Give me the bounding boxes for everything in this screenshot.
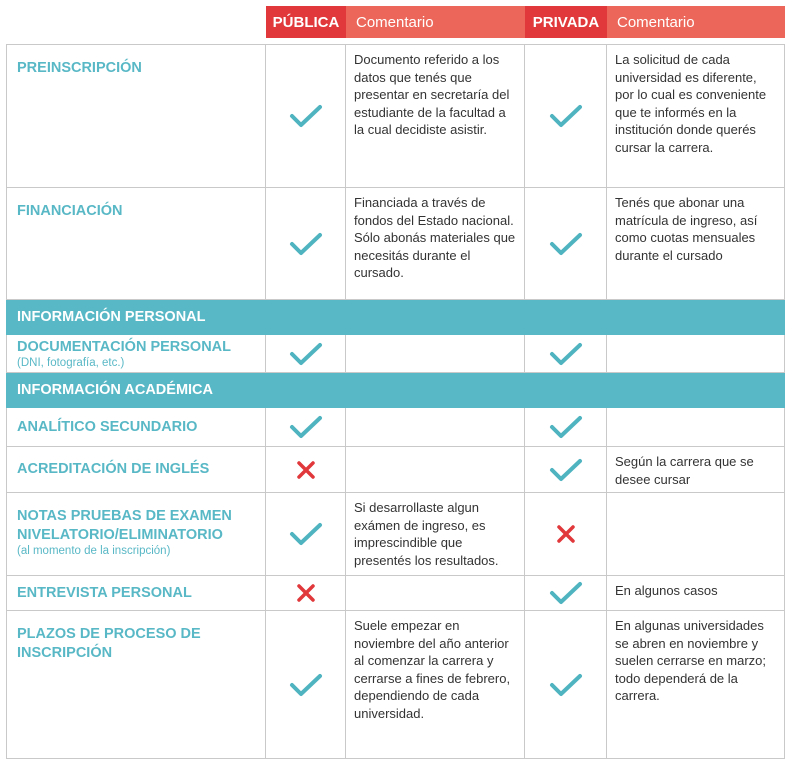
comentario-publica-cell <box>346 576 525 611</box>
row-label-notas-pruebas-de-examen-nivelatorio-elim <box>7 493 266 576</box>
publica-check-cell <box>266 611 346 759</box>
publica-check-cell <box>266 188 346 300</box>
check-icon <box>525 672 606 698</box>
table-row <box>7 188 785 300</box>
publica-check-cell <box>266 335 346 373</box>
comentario-privada-cell: En algunos casos <box>607 576 785 611</box>
row-label-preinscripcion <box>7 45 266 188</box>
cross-icon <box>266 583 345 603</box>
row-label-text: FINANCIACIÓN <box>17 203 123 219</box>
row-label-entrevista-personal <box>7 576 266 611</box>
check-icon <box>266 672 345 698</box>
privada-check-cell <box>525 576 607 611</box>
header-comentario-publica: Comentario <box>346 6 525 38</box>
comentario-privada-cell: Según la carrera que se desee cursar <box>607 447 785 493</box>
comentario-privada-cell <box>607 408 785 447</box>
comentario-publica-cell <box>346 447 525 493</box>
row-label-text: NOTAS PRUEBAS DE EXAMEN NIVELATORIO/ELIMINATORIO <box>17 508 232 543</box>
publica-check-cell <box>266 408 346 447</box>
publica-check-cell <box>266 493 346 576</box>
check-icon <box>266 103 345 129</box>
row-label-text: PREINSCRIPCIÓN <box>17 60 142 76</box>
privada-check-cell <box>525 335 607 373</box>
requirements-table <box>6 44 785 759</box>
cross-icon <box>525 524 606 544</box>
comentario-publica-cell: Documento referido a los datos que tenés que presentar en secretaría del estudiante de la facultad a la cual decidiste asistir. <box>346 45 525 188</box>
comentario-privada-cell: La solicitud de cada universidad es diferente, por lo cual es conveniente que te informés en la institución donde querés cursar la carrera. <box>607 45 785 188</box>
section-row <box>7 300 785 335</box>
check-icon <box>525 103 606 129</box>
cross-icon <box>266 460 345 480</box>
row-label-text: DOCUMENTACIÓN PERSONAL <box>17 338 232 355</box>
publica-cross-cell <box>266 447 346 493</box>
privada-check-cell <box>525 188 607 300</box>
comentario-privada-cell: Tenés que abonar una matrícula de ingreso, así como cuotas mensuales durante el cursado <box>607 188 785 300</box>
check-icon <box>266 414 345 440</box>
row-label-documentacion-personal <box>7 335 266 373</box>
check-icon <box>525 457 606 483</box>
comentario-publica-cell: Suele empezar en noviembre del año anterior al comenzar la carrera y cerrarse a fines de febrero, dependiendo de cada universidad. <box>346 611 525 759</box>
publica-check-cell <box>266 45 346 188</box>
check-icon <box>266 341 345 367</box>
privada-check-cell <box>525 45 607 188</box>
table-row <box>7 576 785 611</box>
privada-check-cell <box>525 611 607 759</box>
table-row <box>7 335 785 373</box>
table-row <box>7 447 785 493</box>
check-icon <box>525 341 606 367</box>
comentario-privada-cell: En algunas universidades se abren en noviembre y suelen cerrarse en marzo; todo dependerá de la carrera. <box>607 611 785 759</box>
comentario-privada-cell <box>607 493 785 576</box>
row-label-text: ACREDITACIÓN DE INGLÉS <box>17 461 210 477</box>
table-row <box>7 611 785 759</box>
table-row <box>7 45 785 188</box>
check-icon <box>525 580 606 606</box>
check-icon <box>525 231 606 257</box>
privada-cross-cell <box>525 493 607 576</box>
privada-check-cell <box>525 447 607 493</box>
check-icon <box>266 231 345 257</box>
publica-cross-cell <box>266 576 346 611</box>
row-label-acreditacion-de-ingles <box>7 447 266 493</box>
row-sublabel: (DNI, fotografía, etc.) <box>17 356 125 369</box>
check-icon <box>266 521 345 547</box>
privada-check-cell <box>525 408 607 447</box>
row-label-text: ANALÍTICO SECUNDARIO <box>17 418 198 435</box>
row-label-text: PLAZOS DE PROCESO DE INSCRIPCIÓN <box>17 626 201 661</box>
row-label-analitico-secundario <box>7 408 266 447</box>
row-sublabel: (al momento de la inscripción) <box>17 545 171 557</box>
comentario-publica-cell: Financiada a través de fondos del Estado nacional. Sólo abonás materiales que necesitás durante el cursado. <box>346 188 525 300</box>
table-row <box>7 493 785 576</box>
row-label-text: ENTREVISTA PERSONAL <box>17 584 192 601</box>
header-comentario-privada: Comentario <box>607 6 785 38</box>
section-row <box>7 373 785 408</box>
comentario-publica-cell: Si desarrollaste algun exámen de ingreso, es imprescindible que presentés los resultados. <box>346 493 525 576</box>
header-publica: PÚBLICA <box>266 6 346 38</box>
comentario-publica-cell <box>346 408 525 447</box>
row-label-plazos-de-proceso-de-inscripcion <box>7 611 266 759</box>
row-label-financiacion <box>7 188 266 300</box>
check-icon <box>525 414 606 440</box>
table-row <box>7 408 785 447</box>
header-privada: PRIVADA <box>525 6 607 38</box>
section-title: INFORMACIÓN ACADÉMICA <box>7 373 785 408</box>
section-title: INFORMACIÓN PERSONAL <box>7 300 785 335</box>
comentario-publica-cell <box>346 335 525 373</box>
comentario-privada-cell <box>607 335 785 373</box>
